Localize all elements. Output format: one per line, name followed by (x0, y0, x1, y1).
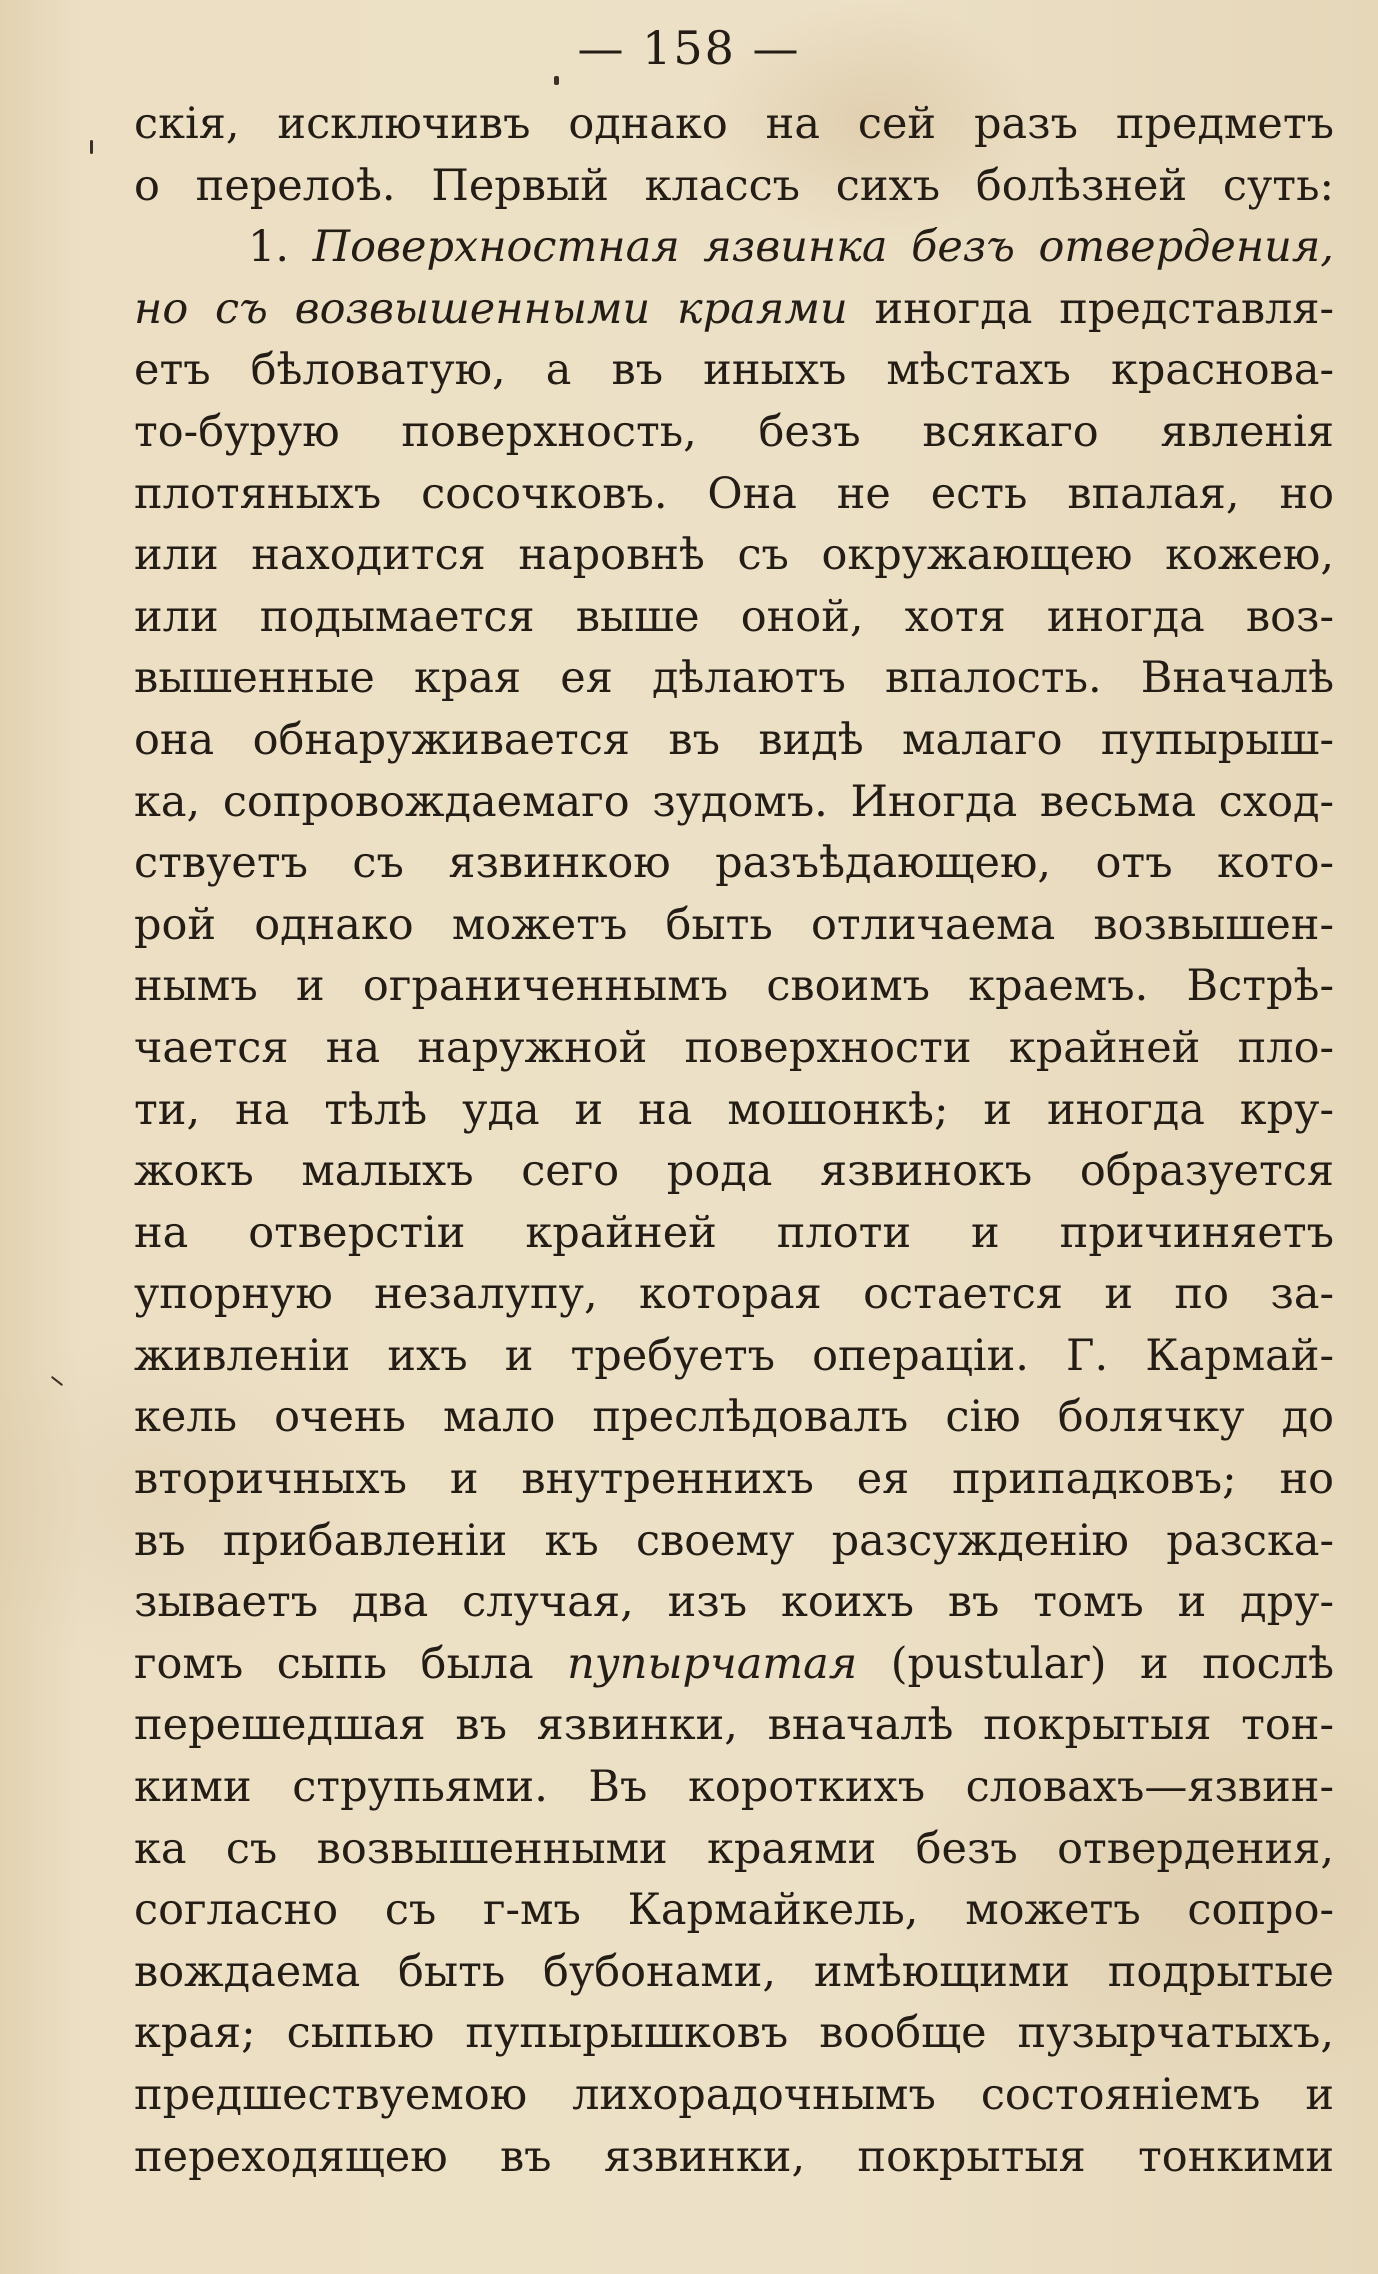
text-segment: скія, исключивъ однако на сей разъ предметъ (134, 99, 1334, 149)
text-line (134, 94, 1334, 156)
text-segment: ка съ возвышенными краями безъ отвердения, (134, 1823, 1334, 1874)
text-segment: она обнаруживается въ видѣ малаго пупырыш- (134, 714, 1334, 765)
text-line (134, 648, 1334, 710)
text-line (134, 2065, 1334, 2127)
text-segment: 1. (248, 222, 313, 273)
text-segment: нымъ и ограниченнымъ своимъ краемъ. Встрѣ- (134, 961, 1334, 1012)
italic-text: Поверхностная язвинка безъ отвердения, (312, 222, 1334, 273)
text-line (134, 217, 1334, 279)
text-line (134, 402, 1334, 464)
text-line (134, 1942, 1334, 2004)
text-segment: плотяныхъ сосочковъ. Она не есть впалая, но (134, 468, 1334, 519)
text-line (134, 1018, 1334, 1080)
text-segment: края; сыпью пупырышковъ вообще пузырчатыхъ, (134, 2008, 1334, 2059)
text-line (134, 772, 1334, 834)
text-line (134, 895, 1334, 957)
text-line (134, 1511, 1334, 1573)
text-line (134, 587, 1334, 649)
text-segment: предшествуемою лихорадочнымъ состояніемъ и (134, 2070, 1334, 2120)
text-segment: ка, сопровождаемаго зудомъ. Иногда весьма сход- (134, 776, 1334, 827)
text-segment: етъ бѣловатую, а въ иныхъ мѣстахъ красновa- (134, 345, 1334, 396)
text-segment: или находится наровнѣ съ окружающею кожею, (134, 530, 1334, 581)
text-segment: (pustular) и послѣ (857, 1638, 1334, 1689)
text-line (134, 710, 1334, 772)
text-line (134, 464, 1334, 526)
text-segment: на отверстіи крайней плоти и причиняетъ (134, 1207, 1334, 1258)
text-line (134, 1141, 1334, 1203)
text-segment: кель очень мало преслѣдовалъ сію болячку до (134, 1392, 1334, 1443)
ink-speck (90, 140, 93, 154)
text-line (134, 2127, 1334, 2189)
text-line (134, 1572, 1334, 1634)
text-segment: вождаема быть бубонами, имѣющими подрытые (134, 1946, 1334, 1997)
text-segment: то-бурую поверхность, безъ всякаго явленія (134, 406, 1334, 457)
text-segment: зываетъ два случая, изъ коихъ въ томъ и дру- (134, 1577, 1334, 1628)
text-segment: кими струпьями. Въ короткихъ словахъ—язвин- (134, 1762, 1334, 1813)
text-segment: упорную незалупу, которая остается и по за- (134, 1269, 1334, 1320)
text-line (134, 1203, 1334, 1265)
text-line (134, 279, 1334, 341)
text-segment: иногда представля- (847, 283, 1334, 334)
text-line (134, 1880, 1334, 1942)
text-segment: жокъ малыхъ сего рода язвинокъ образуется (134, 1146, 1334, 1197)
text-segment: вышенные края ея дѣлаютъ впалость. Вначалѣ (134, 653, 1334, 704)
italic-text: но съ возвышенными краями (134, 283, 848, 334)
body-text (134, 94, 1334, 2188)
text-segment: вторичныхъ и внутреннихъ ея припадковъ; но (134, 1454, 1334, 1505)
text-line (134, 1819, 1334, 1881)
text-line (134, 833, 1334, 895)
text-segment: о перелоѣ. Первый классъ сихъ болѣзней суть: (134, 160, 1334, 211)
text-segment: ствуетъ съ язвинкою разъѣдающею, отъ кото- (134, 838, 1334, 889)
ink-speck (554, 76, 559, 85)
text-line (134, 1326, 1334, 1388)
text-segment: или подымается выше оной, хотя иногда воз- (134, 591, 1334, 642)
text-line (134, 340, 1334, 402)
text-line (134, 1080, 1334, 1142)
text-line (134, 1757, 1334, 1819)
text-line (134, 525, 1334, 587)
text-line (134, 156, 1334, 218)
text-segment: живленіи ихъ и требуетъ операціи. Г. Кармай- (134, 1330, 1334, 1381)
text-segment: ти, на тѣлѣ уда и на мошонкѣ; и иногда кру- (134, 1084, 1334, 1135)
text-line (134, 1449, 1334, 1511)
text-line (134, 1387, 1334, 1449)
italic-text: пупырчатая (567, 1638, 858, 1689)
page-number: — 158 — (577, 21, 801, 75)
text-segment: гомъ сыпь была (134, 1638, 568, 1689)
text-line (134, 1634, 1334, 1696)
text-segment: перешедшая въ язвинки, вначалѣ покрытыя тон- (134, 1700, 1334, 1751)
text-segment: въ прибавленіи къ своему разсужденію разска- (134, 1515, 1334, 1566)
text-line (134, 2003, 1334, 2065)
text-segment: чается на наружной поверхности крайней пло- (134, 1022, 1334, 1073)
text-segment: согласно съ г-мъ Кармайкель, можетъ сопро- (134, 1885, 1334, 1936)
text-line (134, 1695, 1334, 1757)
text-segment: рой однако можетъ быть отличаема возвышен- (134, 899, 1334, 950)
text-segment: переходящею въ язвинки, покрытыя тонкими (134, 2131, 1334, 2182)
text-line (134, 956, 1334, 1018)
ink-speck (51, 1376, 63, 1386)
text-line (134, 1264, 1334, 1326)
